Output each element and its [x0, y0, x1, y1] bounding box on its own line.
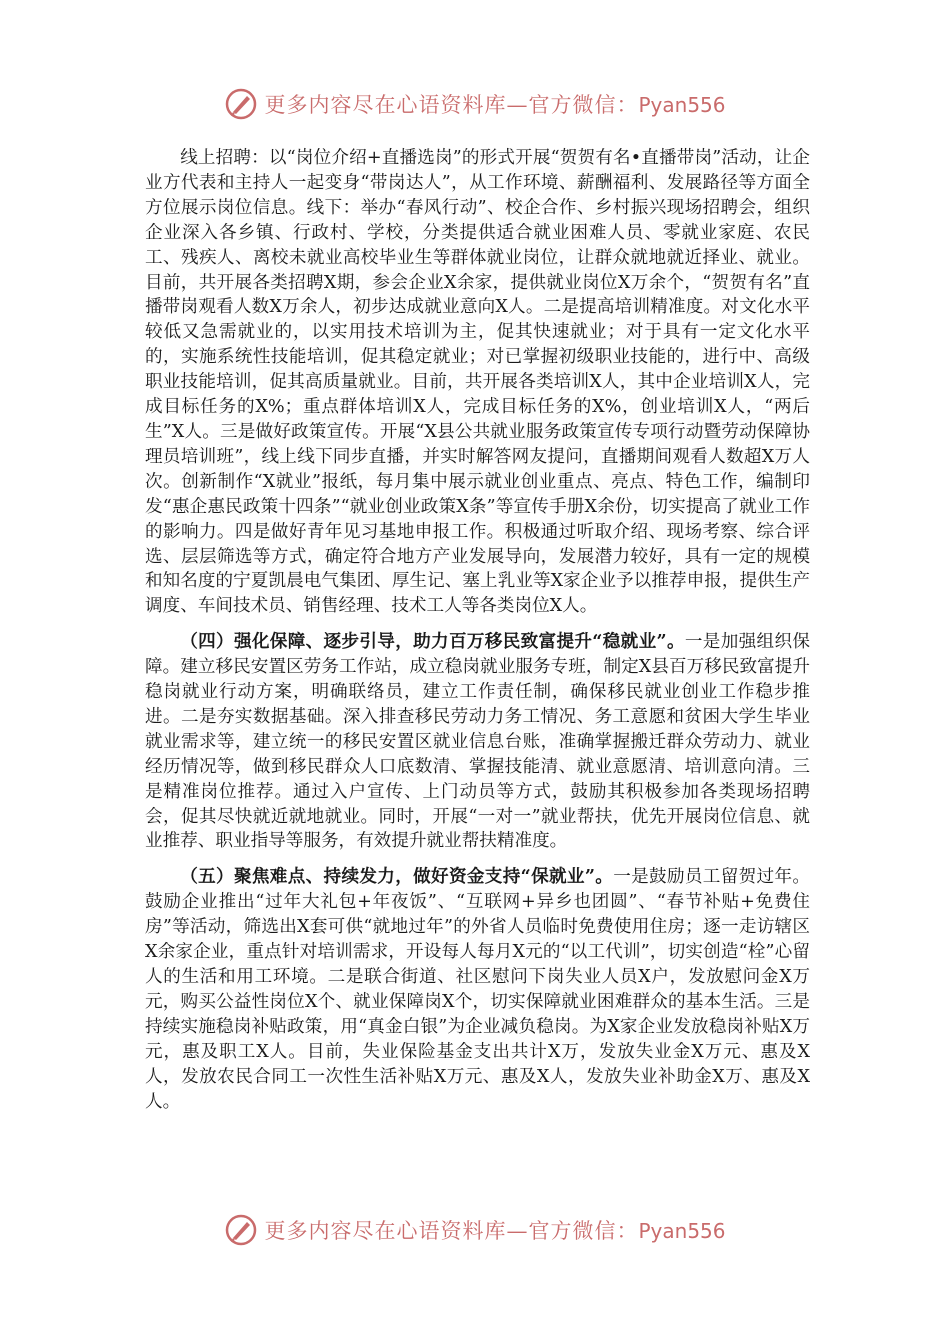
paragraph-3	[145, 865, 810, 1114]
paragraph-heading: （五）聚焦难点、持续发力，做好资金支持“保就业”。	[180, 866, 614, 888]
paragraph-text: 一是鼓励员工留贺过年。鼓励企业推出“过年大礼包+年夜饭”、“互联网+异乡也团圆”、“春节补贴+免费住房”等活动，筛选出X套可供“就地过年”的外省人员临时免费使用住房；逐一走访辖区X余家企业，重点针对培训需求，开设每人每月X元的“以工代训”，切实创造“栓”心留人的生活和用工环境。二是联合街道、社区慰问下岗失业人员X户，发放慰问金X万元，购买公益性岗位X个、就业保障岗X个，切实保障就业困难群众的基本生活。三是持续实施稳岗补贴政策，用“真金白银”为企业减负稳岗。为X家企业发放稳岗补贴X万元，惠及职工X人。目前，失业保险基金支出共计X万，发放失业金X万元、惠及X人，发放农民合同工一次性生活补贴X万元、惠及X人，发放失业补助金X万、惠及X人。	[145, 867, 810, 1112]
paragraph-1	[145, 146, 810, 619]
watermark-text: 更多内容尽在心语资料库—官方微信：Pyan556	[264, 1219, 726, 1243]
watermark-wechat-id: Pyan556	[638, 93, 726, 117]
pen-logo-icon	[224, 87, 258, 121]
watermark-header	[0, 84, 950, 124]
paragraph-2	[145, 630, 810, 854]
paragraph-heading: （四）强化保障、逐步引导，助力百万移民致富提升“稳就业”。	[180, 631, 685, 653]
pen-logo-icon	[224, 1213, 258, 1247]
document-body	[145, 146, 810, 1114]
paragraph-text: 线上招聘：以“岗位介绍+直播选岗”的形式开展“贺贺有名•直播带岗”活动，让企业方代表和主持人一起变身“带岗达人”，从工作环境、薪酬福利、发展路径等方面全方位展示岗位信息。线下：举办“春风行动”、校企合作、乡村振兴现场招聘会，组织企业深入各乡镇、行政村、学校，分类提供适合就业困难人员、零就业家庭、农民工、残疾人、离校未就业高校毕业生等群体就业岗位，让群众就地就近择业、就业。目前，共开展各类招聘X期，参会企业X余家，提供就业岗位X万余个，“贺贺有名”直播带岗观看人数X万余人，初步达成就业意向X人。二是提高培训精准度。对文化水平较低又急需就业的，以实用技术培训为主，促其快速就业；对于具有一定文化水平的，实施系统性技能培训，促其稳定就业；对已掌握初级职业技能的，进行中、高级职业技能培训，促其高质量就业。目前，共开展各类培训X人，其中企业培训X人，完成目标任务的X%；重点群体培训X人，完成目标任务的X%，创业培训X人，“两后生”X人。三是做好政策宣传。开展“X县公共就业服务政策宣传专项行动暨劳动保障协理员培训班”，线上线下同步直播，并实时解答网友提问，直播期间观看人数超X万人次。创新制作“X就业”报纸，每月集中展示就业创业重点、亮点、特色工作，编制印发“惠企惠民政策十四条”“就业创业政策X条”等宣传手册X余份，切实提高了就业工作的影响力。四是做好青年见习基地申报工作。积极通过听取介绍、现场考察、综合评选、层层筛选等方式，确定符合地方产业发展导向，发展潜力较好，具有一定的规模和知名度的宁夏凯晨电气集团、厚生记、塞上乳业等X家企业予以推荐申报，提供生产调度、车间技术员、销售经理、技术工人等各类岗位X人。	[145, 148, 810, 617]
watermark-footer	[0, 1210, 950, 1250]
paragraph-text: 一是加强组织保障。建立移民安置区劳务工作站，成立稳岗就业服务专班，制定X县百万移民致富提升稳岗就业行动方案，明确联络员，建立工作责任制，确保移民就业创业工作稳步推进。二是夯实数据基础。深入排查移民劳动力务工情况、务工意愿和贫困大学生毕业就业需求等，建立统一的移民安置区就业信息台账，准确掌握搬迁群众劳动力、就业经历情况等，做到移民群众人口底数清、掌握技能清、就业意愿清、培训意向清。三是精准岗位推荐。通过入户宣传、上门动员等方式，鼓励其积极参加各类现场招聘会，促其尽快就近就地就业。同时，开展“一对一”就业帮扶，优先开展岗位信息、就业推荐、职业指导等服务，有效提升就业帮扶精准度。	[145, 632, 810, 852]
watermark-wechat-id: Pyan556	[638, 1219, 726, 1243]
watermark-text: 更多内容尽在心语资料库—官方微信：Pyan556	[264, 93, 726, 117]
